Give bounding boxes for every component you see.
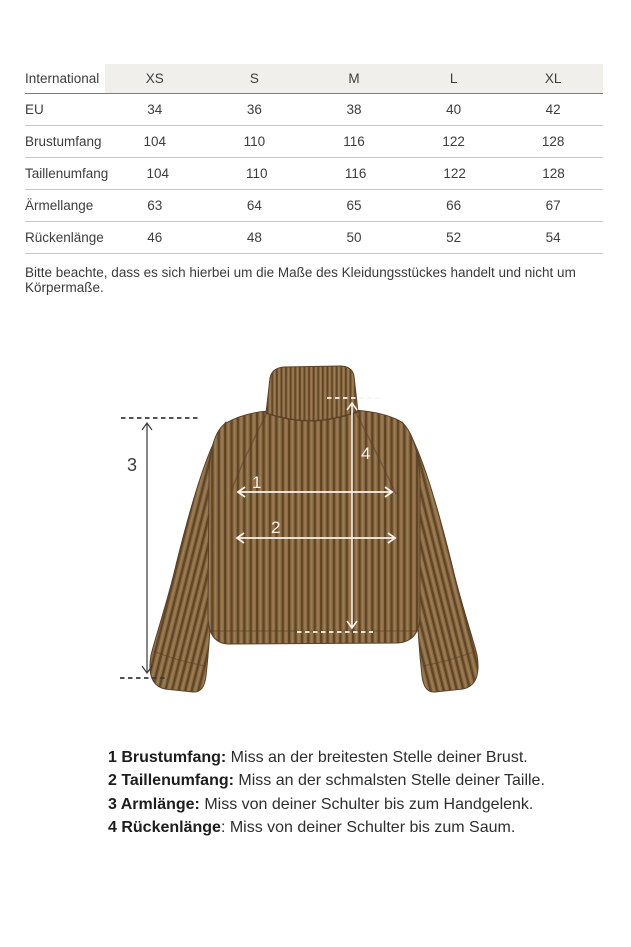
size-value-cell: 34 — [147, 102, 163, 117]
legend-term: 1 Brustumfang: — [108, 749, 227, 766]
header-cell-xs: XS — [105, 64, 205, 93]
legend-description: Miss an der schmalsten Stelle deiner Taille. — [233, 772, 545, 790]
row-label: Rückenlänge — [25, 230, 104, 245]
arm-measure-label: 3 — [127, 455, 138, 475]
sweater-collar — [266, 366, 358, 421]
header-cell-m: M — [304, 64, 404, 93]
size-value-cell: 116 — [343, 134, 365, 149]
size-value-cell: 38 — [346, 102, 362, 117]
legend-term: 2 Taillenumfang: — [108, 772, 234, 790]
size-value-cell: 128 — [542, 166, 565, 181]
size-value-cell: 67 — [545, 198, 561, 213]
size-value-cell: 128 — [541, 134, 565, 149]
size-value-cell: 40 — [446, 102, 462, 117]
legend-term: 3 Armlänge: — [108, 795, 200, 813]
legend-item-waist — [108, 769, 545, 792]
waist-measure-label: 2 — [271, 518, 281, 537]
legend-description: : Miss von deiner Schulter bis zum Saum. — [220, 818, 516, 836]
table-row-sleeve — [25, 190, 603, 222]
size-value-cell: 42 — [545, 102, 561, 117]
legend-term: 4 Rückenlänge — [108, 818, 221, 836]
size-table — [25, 64, 603, 254]
legend-description: Miss an der breitesten Stelle deiner Brust. — [226, 749, 528, 766]
size-value-cell: 36 — [246, 102, 262, 117]
size-value-cell: 46 — [147, 230, 163, 245]
table-row-eu — [25, 94, 603, 126]
legend-item-back — [108, 816, 545, 839]
legend-item-chest — [108, 746, 545, 769]
size-value-cell: 52 — [446, 230, 462, 245]
size-value-cell: 54 — [545, 230, 561, 245]
size-value-cell: 104 — [143, 134, 167, 149]
size-value-cell: 116 — [344, 166, 367, 181]
measurement-legend — [108, 746, 545, 839]
sweater-illustration — [150, 366, 478, 692]
sweater-figure — [0, 335, 631, 725]
table-row-chest — [25, 126, 603, 158]
table-row-back — [25, 222, 603, 254]
header-cell-xl: XL — [503, 64, 603, 93]
size-value-cell: 64 — [246, 198, 262, 213]
size-value-cell: 50 — [346, 230, 362, 245]
size-value-cell: 65 — [346, 198, 362, 213]
corner-label: International — [25, 64, 105, 93]
size-table-header-row — [25, 64, 603, 94]
row-label: EU — [25, 102, 44, 117]
row-label: Ärmellange — [25, 198, 94, 213]
row-label: Brustumfang — [25, 134, 102, 149]
row-label: Taillenumfang — [25, 166, 109, 181]
garment-measure-note: Bitte beachte, dass es sich hierbei um die Maße des Kleidungsstückes handelt und nicht um Körpermaße. — [25, 265, 576, 295]
header-cell-l: L — [404, 64, 504, 93]
legend-description: Miss von deiner Schulter bis zum Handgelenk. — [199, 795, 534, 813]
chest-measure-label: 1 — [252, 473, 262, 492]
size-value-cell: 48 — [246, 230, 262, 245]
sweater-body — [208, 410, 420, 644]
back-measure-label: 4 — [361, 444, 371, 463]
size-value-cell: 63 — [147, 198, 163, 213]
header-cell-s: S — [205, 64, 305, 93]
size-value-cell: 110 — [243, 134, 266, 149]
size-value-cell: 104 — [146, 166, 170, 181]
table-row-waist — [25, 158, 603, 190]
size-value-cell: 110 — [245, 166, 268, 181]
size-value-cell: 122 — [442, 134, 465, 149]
size-value-cell: 122 — [443, 166, 466, 181]
legend-item-arm — [108, 793, 545, 816]
size-value-cell: 66 — [446, 198, 462, 213]
